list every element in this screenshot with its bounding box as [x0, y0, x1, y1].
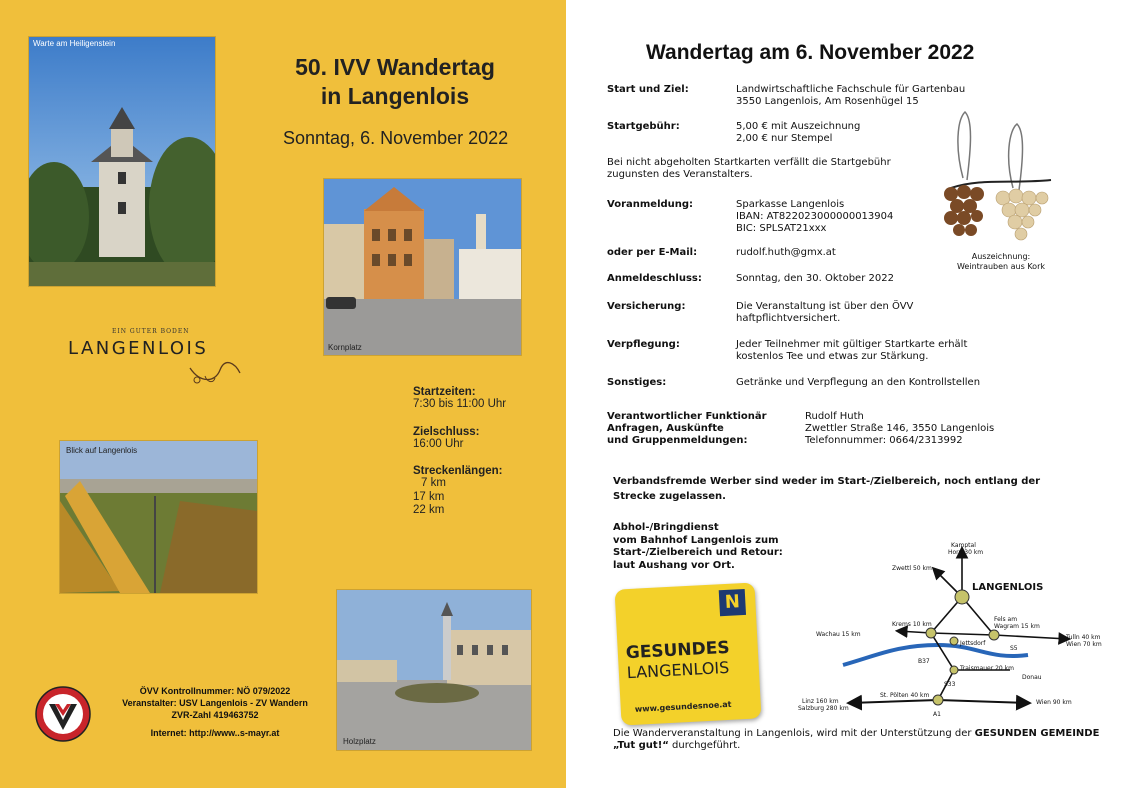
- funktionaer-label: [607, 411, 767, 447]
- startzeiten-label: Startzeiten:: [413, 386, 476, 398]
- map-linz: Linz 160 km: [802, 698, 839, 705]
- map-donau: Donau: [1022, 674, 1042, 681]
- langenlois-logo: [60, 328, 290, 388]
- map-jettsdorf: Jettsdorf: [960, 640, 986, 647]
- map-fels2: Wagram 15 km: [994, 623, 1040, 630]
- abhol-dienst: [613, 522, 783, 572]
- voranmeldung-label: Voranmeldung:: [607, 199, 694, 210]
- gesundes-line2: LANGENLOIS: [626, 657, 730, 683]
- photo-caption-kornplatz: Kornplatz: [328, 343, 362, 352]
- map-drawing: [788, 535, 1101, 725]
- startkarte-hinweis: [607, 157, 891, 181]
- contact-phone: Telefonnummer: 0664/2313992: [805, 435, 963, 446]
- contact-address: Zwettler Straße 146, 3550 Langenlois: [805, 423, 995, 434]
- werber-line: Strecke zugelassen.: [613, 491, 726, 502]
- photo-heiligenstein: [29, 37, 215, 286]
- ivv-logo-icon: [35, 686, 91, 742]
- start-label: Start und Ziel:: [607, 84, 689, 95]
- bank-name: Sparkasse Langenlois: [736, 199, 845, 210]
- map-wien70: Wien 70 km: [1066, 641, 1102, 648]
- noe-badge-icon: N: [719, 589, 746, 616]
- verpflegung-line: Jeder Teilnehmer mit gültiger Startkarte erhält: [736, 339, 968, 350]
- photo-blick: [60, 441, 257, 593]
- strecke-item: 17 km: [413, 490, 445, 503]
- road-map: [788, 535, 1102, 725]
- anmeldeschluss-label: Anmeldeschluss:: [607, 273, 702, 284]
- map-krems: Krems 10 km: [892, 621, 932, 628]
- right-panel: [566, 0, 1131, 788]
- photo-holzplatz: [337, 590, 531, 750]
- start-line: 3550 Langenlois, Am Rosenhügel 15: [736, 96, 919, 107]
- gesundes-url[interactable]: www.gesundesnoe.at: [634, 699, 732, 714]
- iban: IBAN: AT822023000000013904: [736, 211, 894, 222]
- versicherung-line: haftpflichtversichert.: [736, 313, 841, 324]
- map-traismauer: Traismauer 20 km: [960, 665, 1014, 672]
- event-date: Sonntag, 6. November 2022: [283, 128, 509, 148]
- zielschluss-label: Zielschluss:: [413, 425, 480, 438]
- hinweis-line: zugunsten des Veranstalters.: [607, 169, 753, 180]
- sonstiges-value: Getränke und Verpflegung an den Kontrollstellen: [736, 377, 981, 388]
- map-fels1: Fels am: [994, 616, 1018, 623]
- strecke-item: 7 km: [421, 477, 446, 489]
- map-s5: S5: [1010, 645, 1018, 652]
- funktionaer-value: [805, 411, 994, 447]
- strecken-label: Streckenlängen:: [413, 465, 503, 477]
- bic: BIC: SPLSAT21xxx: [736, 223, 827, 234]
- abhol-line: Abhol-/Bringdienst: [613, 522, 719, 533]
- verpflegung-line: kostenlos Tee und etwas zur Stärkung.: [736, 351, 929, 362]
- photo-caption-holzplatz: Holzplatz: [343, 737, 376, 746]
- funktionaer-label-line: Verantwortlicher Funktionär: [607, 411, 767, 422]
- map-kamptal: Kamptal: [951, 542, 976, 549]
- cork-grapes-image: [931, 108, 1061, 248]
- werber-line: Verbandsfremde Werber sind weder im Start-/Zielbereich, noch entlang der: [613, 476, 1041, 487]
- funktionaer-label-line: Anfragen, Auskünfte: [607, 423, 724, 434]
- auszeichnung-line: Auszeichnung:: [971, 252, 1031, 261]
- map-a1: A1: [933, 711, 941, 718]
- page-title: Wandertag am 6. November 2022: [646, 41, 975, 64]
- vine-icon: [185, 358, 245, 388]
- verpflegung-value: [736, 339, 967, 363]
- abhol-line: vom Bahnhof Langenlois zum: [613, 534, 779, 546]
- strecke-item: 22 km: [413, 504, 445, 516]
- contact-name: Rudolf Huth: [805, 411, 864, 422]
- footer-bold: „Tut gut!“: [613, 740, 669, 751]
- voranmeldung-value: [736, 199, 893, 235]
- gebuehr-line: 5,00 € mit Auszeichnung: [736, 121, 861, 132]
- werber-hinweis: [613, 474, 1040, 504]
- footer-text: Die Wanderveranstaltung in Langenlois, wird mit der Unterstützung der: [613, 728, 975, 739]
- map-zwettl: Zwettl 50 km: [892, 565, 932, 572]
- map-title: LANGENLOIS: [972, 582, 1044, 593]
- anmeldeschluss-value: Sonntag, den 30. Oktober 2022: [736, 273, 894, 284]
- photo-kornplatz: [324, 179, 521, 355]
- map-s33: S33: [944, 681, 956, 688]
- logo-tagline: EIN GUTER BODEN: [112, 328, 190, 335]
- email-label: oder per E-Mail:: [607, 247, 698, 258]
- footer-bold: GESUNDEN GEMEINDE: [974, 728, 1100, 739]
- event-title: [250, 53, 540, 111]
- map-stpoelten: St. Pölten 40 km: [880, 692, 930, 699]
- auszeichnung-caption: [946, 252, 1056, 272]
- event-info: [413, 386, 553, 518]
- start-value: [736, 84, 965, 108]
- event-title-line1: 50. IVV Wandertag: [295, 54, 495, 80]
- event-title-line2: in Langenlois: [320, 83, 470, 109]
- photo-caption-blick: Blick auf Langenlois: [66, 446, 138, 455]
- auszeichnung-line: Weintrauben aus Kork: [956, 262, 1045, 271]
- versicherung-line: Die Veranstaltung ist über den ÖVV: [736, 301, 914, 312]
- map-b37: B37: [918, 658, 930, 665]
- map-tulln: Tulln 40 km: [1066, 634, 1101, 641]
- hinweis-line: Bei nicht abgeholten Startkarten verfällt die Startgebühr: [607, 157, 891, 168]
- gebuehr-label: Startgebühr:: [607, 121, 680, 132]
- start-line: Landwirtschaftliche Fachschule für Gartenbau: [736, 84, 966, 95]
- footer-text: durchgeführt.: [668, 740, 741, 751]
- sonstiges-label: Sonstiges:: [607, 377, 667, 388]
- funktionaer-label-line: und Gruppenmeldungen:: [607, 435, 748, 446]
- map-salzburg: Salzburg 280 km: [798, 705, 849, 712]
- verpflegung-label: Verpflegung:: [607, 339, 680, 350]
- abhol-line: laut Aushang vor Ort.: [613, 559, 735, 571]
- email-value[interactable]: rudolf.huth@gmx.at: [736, 247, 836, 258]
- zvr-number: ZVR-Zahl 419463752: [171, 710, 259, 720]
- veranstalter: Veranstalter: USV Langenlois - ZV Wandern: [122, 698, 308, 708]
- map-wien90: Wien 90 km: [1036, 699, 1072, 706]
- gebuehr-line: 2,00 € nur Stempel: [736, 133, 833, 144]
- organizer-info: [95, 685, 335, 739]
- map-horn: Horn 30 km: [948, 549, 984, 556]
- footer-note: [613, 728, 1123, 752]
- internet-link[interactable]: Internet: http://www..s-mayr.at: [150, 728, 280, 738]
- zielschluss-value: 16:00 Uhr: [413, 437, 464, 450]
- logo-name: LANGENLOIS: [68, 338, 209, 359]
- gesundes-line1: GESUNDES: [625, 637, 731, 664]
- gebuehr-value: [736, 121, 860, 145]
- photo-caption-heiligenstein: Warte am Heiligenstein: [33, 39, 116, 48]
- startzeiten-value: 7:30 bis 11:00 Uhr: [413, 398, 507, 410]
- versicherung-value: [736, 301, 913, 325]
- versicherung-label: Versicherung:: [607, 301, 686, 312]
- gesundes-langenlois-logo: [615, 582, 762, 725]
- kontroll-number: ÖVV Kontrollnummer: NÖ 079/2022: [139, 686, 291, 696]
- abhol-line: Start-/Zielbereich und Retour:: [613, 547, 783, 558]
- map-wachau: Wachau 15 km: [816, 631, 861, 638]
